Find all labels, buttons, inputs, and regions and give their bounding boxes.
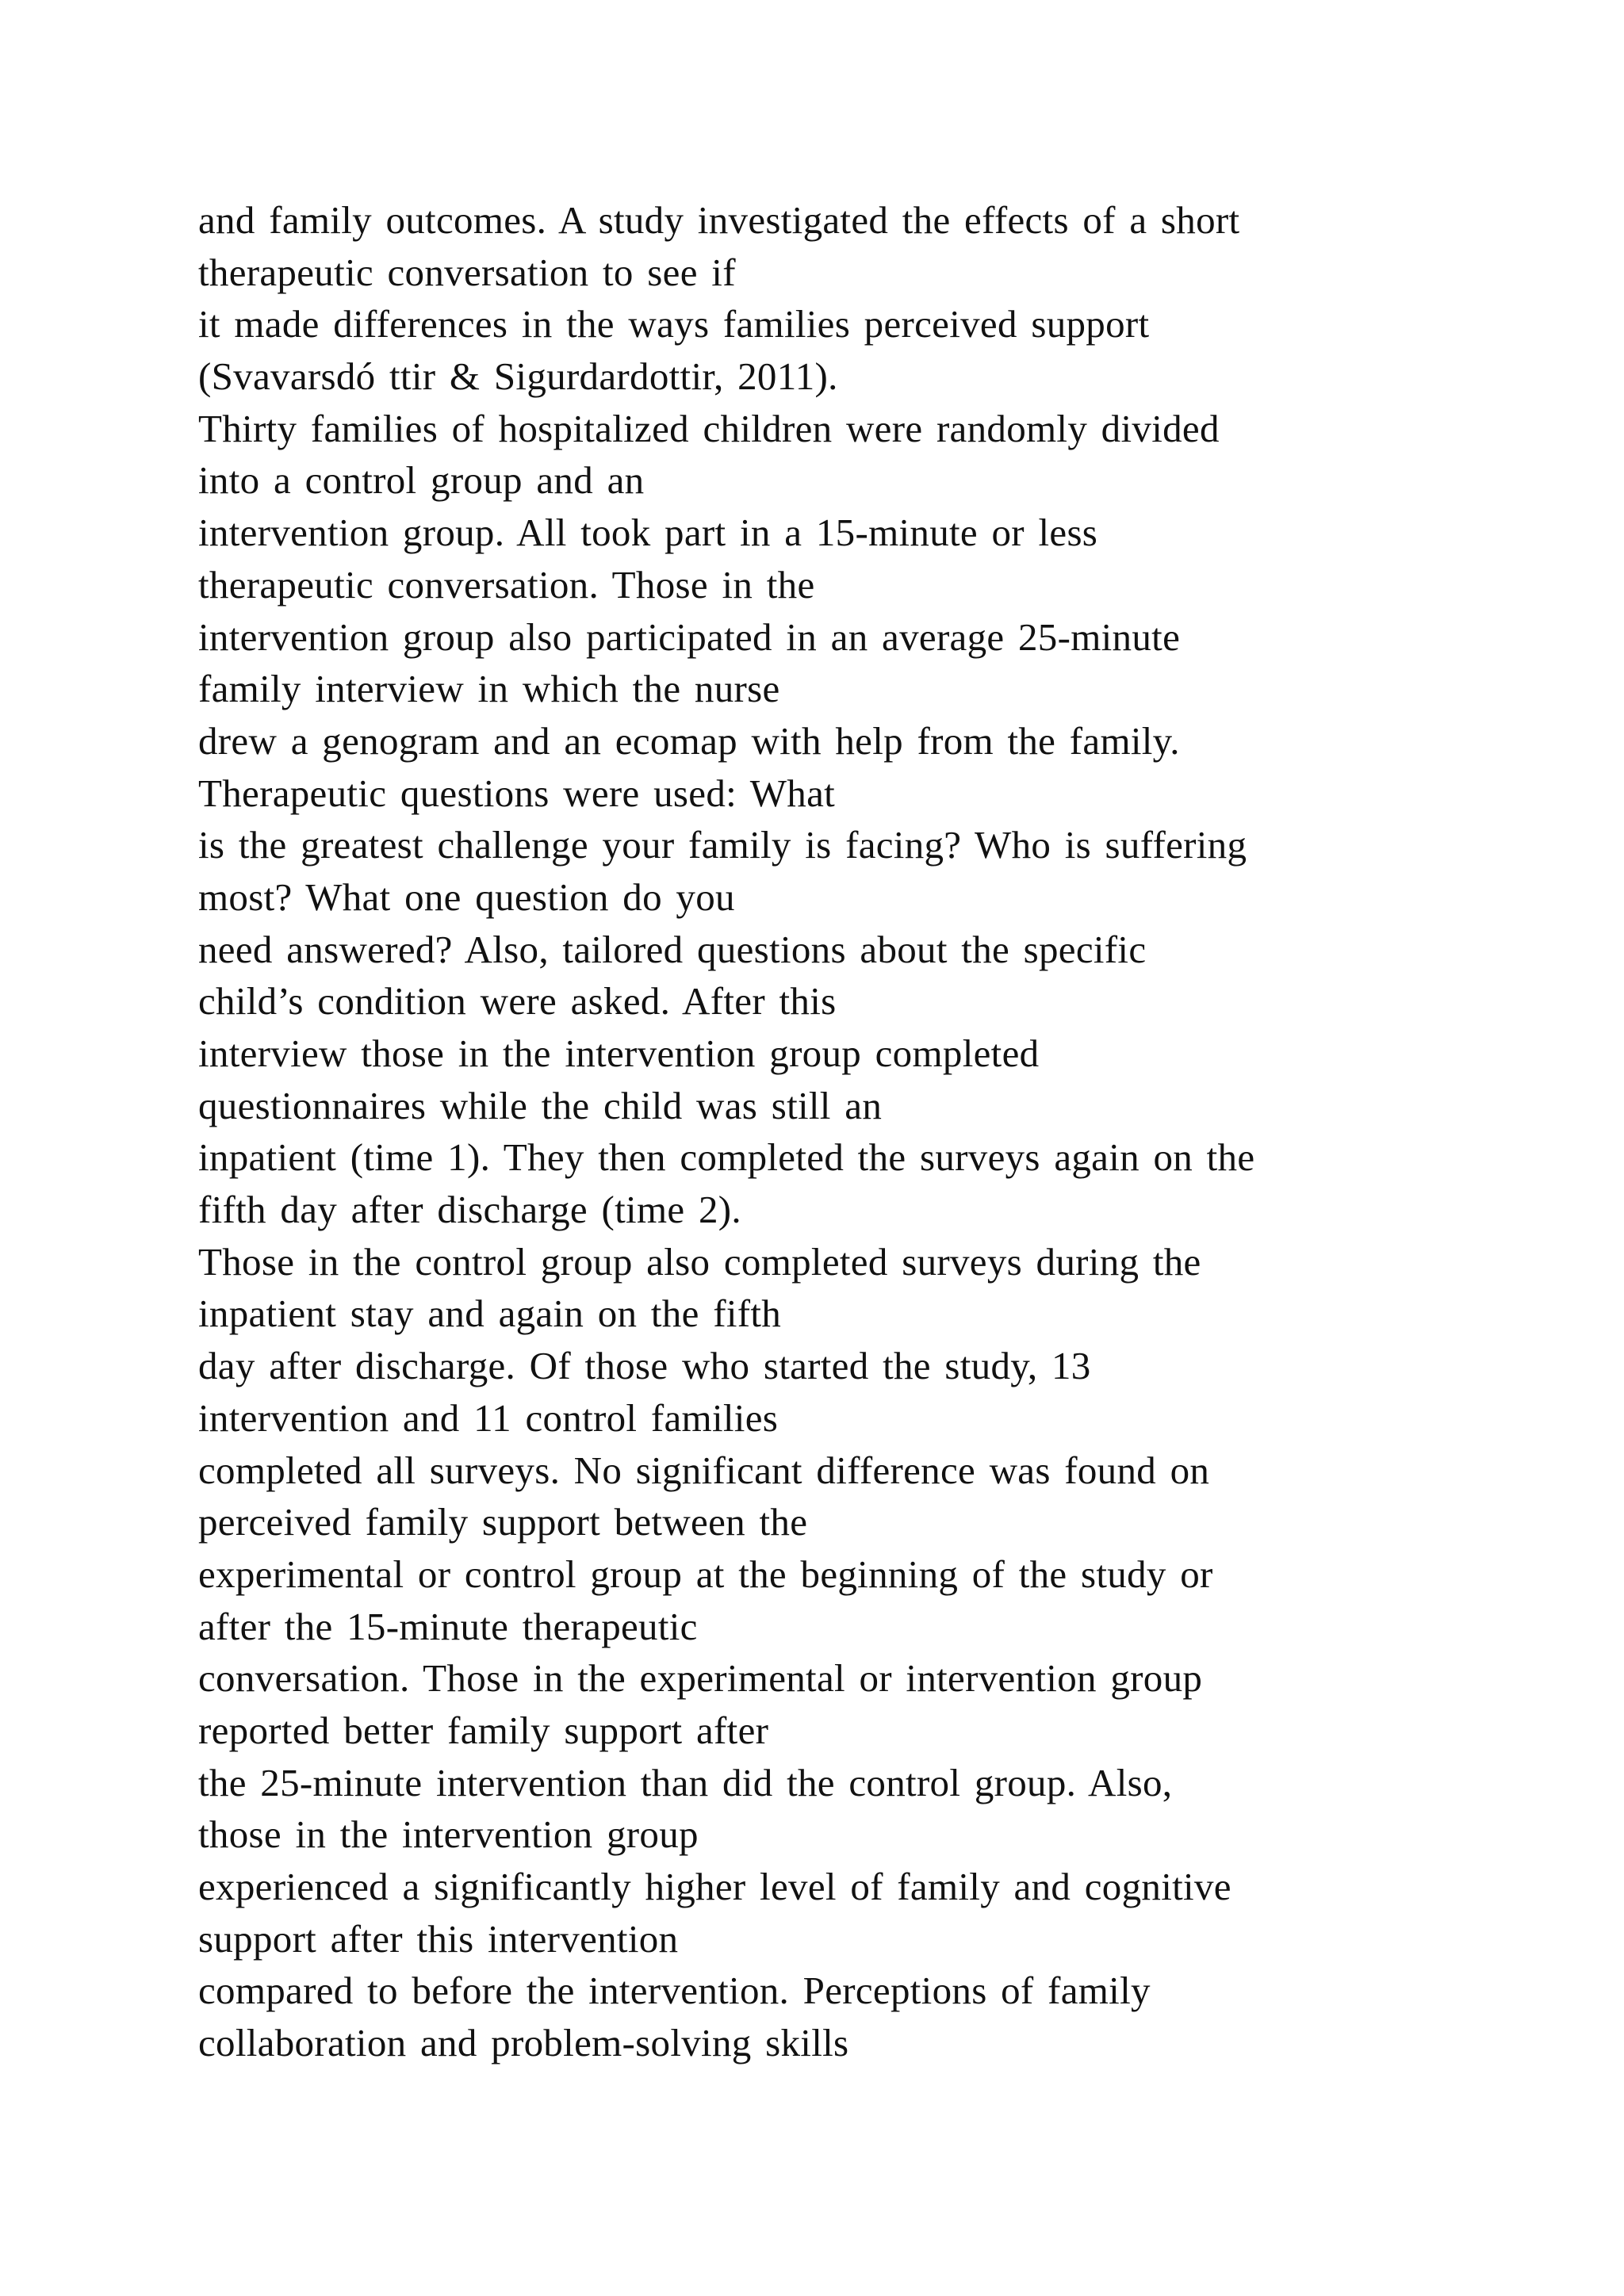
text-line: into a control group and an — [198, 458, 645, 503]
text-line: Thirty families of hospitalized children were randomly divided — [198, 406, 1220, 450]
text-line: intervention and 11 control families — [198, 1395, 779, 1440]
text-line: those in the intervention group — [198, 1812, 699, 1857]
text-line: completed all surveys. No significant difference was found on — [198, 1448, 1210, 1492]
text-line: intervention group. All took part in a 15-minute or less — [198, 511, 1098, 555]
text-line: (Svavarsdó ttir & Sigurdardottir, 2011). — [198, 354, 838, 399]
text-line: drew a genogram and an ecomap with help from the family. — [198, 718, 1180, 763]
text-line: collaboration and problem-solving skills — [198, 2021, 849, 2065]
text-line: interview those in the intervention group completed — [198, 1031, 1040, 1075]
text-line: experimental or control group at the beginning of the study or — [198, 1552, 1213, 1596]
text-line: questionnaires while the child was still an — [198, 1083, 883, 1127]
text-line: fifth day after discharge (time 2). — [198, 1188, 741, 1232]
text-line: support after this intervention — [198, 1916, 679, 1961]
text-line: perceived family support between the — [198, 1500, 808, 1544]
text-line: it made differences in the ways families perceived support — [198, 302, 1150, 346]
text-line: most? What one question do you — [198, 874, 735, 919]
text-line: family interview in which the nurse — [198, 667, 780, 711]
text-line: inpatient (time 1). They then completed the surveys again on the — [198, 1135, 1255, 1180]
text-line: Those in the control group also completed surveys during the — [198, 1239, 1201, 1284]
text-line: is the greatest challenge your family is facing? Who is suffering — [198, 823, 1247, 867]
text-line: Therapeutic questions were used: What — [198, 771, 836, 815]
body-text — [198, 194, 1546, 2069]
text-line: the 25-minute intervention than did the control group. Also, — [198, 1760, 1173, 1804]
text-line: intervention group also participated in an average 25-minute — [198, 614, 1181, 659]
text-line: therapeutic conversation. Those in the — [198, 562, 815, 607]
text-line: and family outcomes. A study investigated the effects of a short — [198, 198, 1240, 242]
text-line: after the 15-minute therapeutic — [198, 1604, 698, 1648]
text-line: need answered? Also, tailored questions about the specific — [198, 927, 1147, 971]
text-line: experienced a significantly higher level of family and cognitive — [198, 1865, 1231, 1908]
text-line: day after discharge. Of those who started the study, 13 — [198, 1344, 1091, 1388]
text-line: child’s condition were asked. After this — [198, 979, 837, 1024]
text-line: conversation. Those in the experimental or intervention group — [198, 1656, 1203, 1701]
text-line: therapeutic conversation to see if — [198, 250, 736, 294]
text-line: compared to before the intervention. Perceptions of family — [198, 1969, 1151, 2013]
text-line: inpatient stay and again on the fifth — [198, 1292, 782, 1336]
text-line: reported better family support after — [198, 1708, 769, 1752]
